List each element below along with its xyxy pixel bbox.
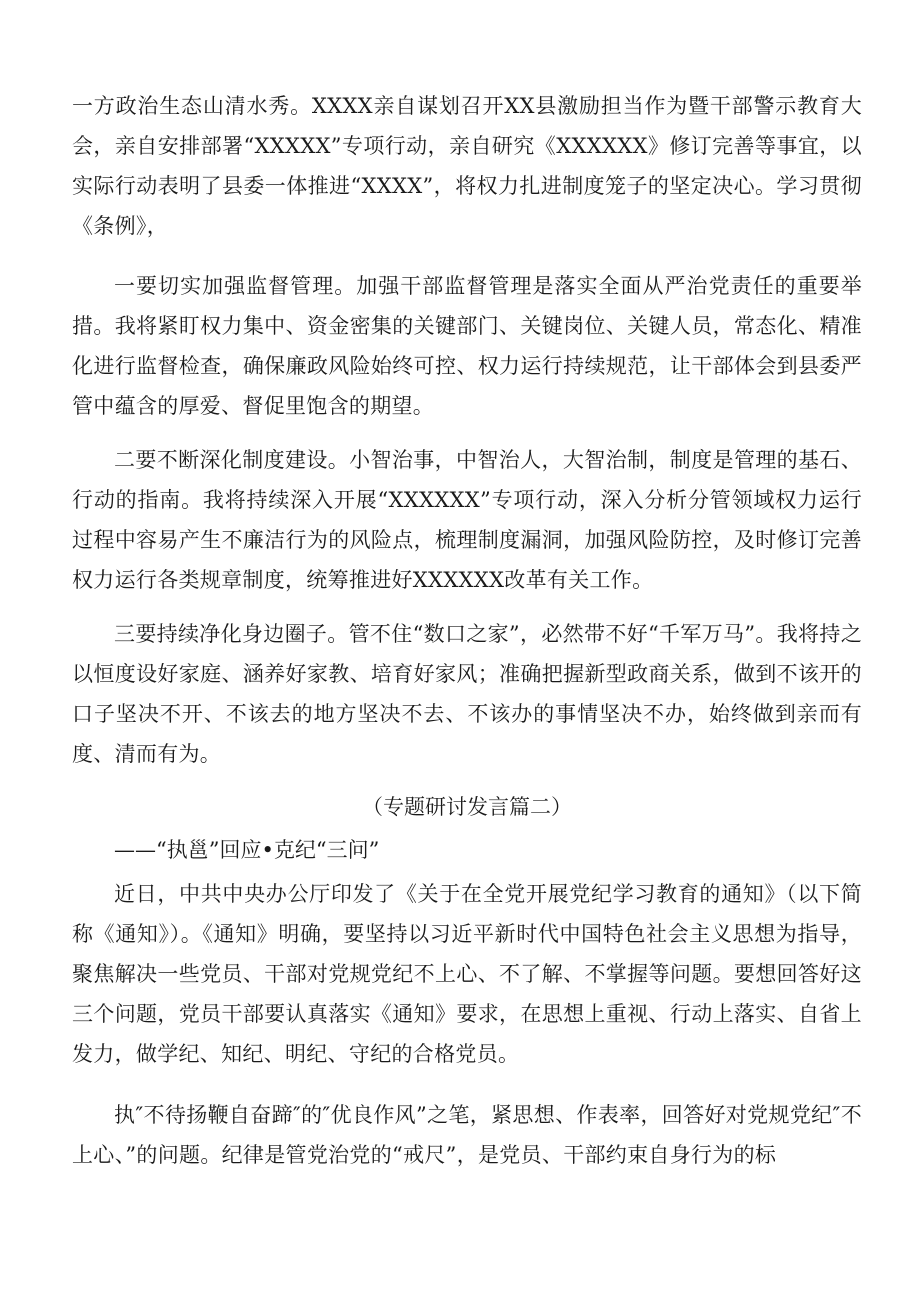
paragraph-3: 二要不断深化制度建设。小智治事，中智治人，大智治制，制度是管理的基石、行动的指南。我将持续深入开展“XXXXXX”专项行动，深入分析分管领域权力运行过程中容易产生不廉洁行为的风险点，梳理制度漏洞，加强风险防控，及时修订完善权力运行各类规章制度，统筹推进好XXXXXX改革有关工作。 [72,448,862,592]
paragraph-4: 三要持续净化身边圈子。管不住“数口之家”，必然带不好“千军万马”。我将持之以恒度设好家庭、涵养好家教、培育好家风；准确把握新型政商关系，做到不该开的口子坚决不开、不该去的地方坚决不去、不该办的事情坚决不办，始终做到亲而有度、清而有为。 [72,622,862,766]
paragraph-6: 执″不待扬鞭自奋蹄″的″优良作风”之笔，紧思想、作表率，回答好对党规党纪″不上心、”的问题。纪律是管党治党的“戒尺”，是党员、干部约束自身行为的标 [72,1103,862,1167]
paragraph-1: 一方政治生态山清水秀。XXXX亲自谋划召开XX县激励担当作为暨干部警示教育大会，亲自安排部署“XXXXX”专项行动，亲自研究《XXXXXX》修订完善等事宜，以实际行动表明了县委一体推进“XXXX”，将权力扎进制度笼子的坚定决心。学习贯彻《条例》， [72,94,862,238]
paragraph-5: 近日，中共中央办公厅印发了《关于在全党开展党纪学习教育的通知》（以下简称《通知》）。《通知》明确，要坚持以习近平新时代中国特色社会主义思想为指导，聚焦解决一些党员、干部对党规党纪不上心、不了解、不掌握等问题。要想回答好这三个问题，党员干部要认真落实《通知》要求，在思想上重视、行动上落实、自省上发力，做学纪、知纪、明纪、守纪的合格党员。 [72,882,862,1066]
paragraph-2: 一要切实加强监督管理。加强干部监督管理是落实全面从严治党责任的重要举措。我将紧盯权力集中、资金密集的关键部门、关键岗位、关键人员，常态化、精准化进行监督检查，确保廉政风险始终可控、权力运行持续规范，让干部体会到县委严管中蕴含的厚爱、督促里饱含的期望。 [72,274,862,418]
subtitle: ——“执邕”回应•克纪“三问” [114,838,380,862]
section-title: （专题研讨发言篇二） [362,795,572,819]
